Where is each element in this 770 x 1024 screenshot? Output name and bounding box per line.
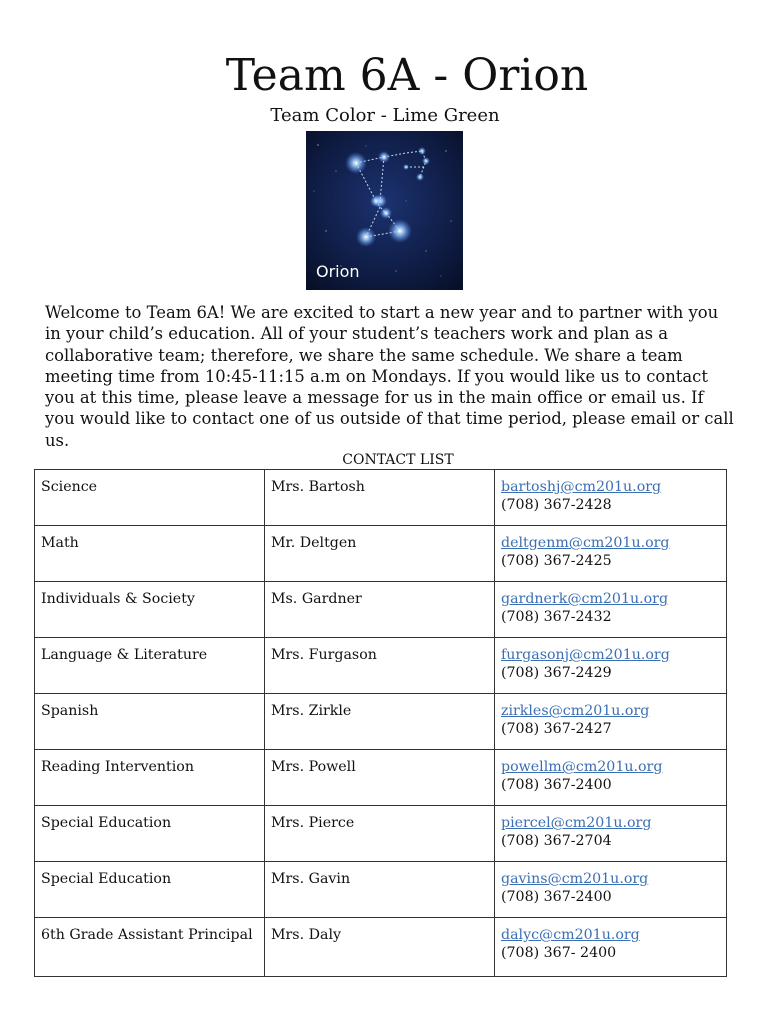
welcome-paragraph: Welcome to Team 6A! We are excited to start a new year and to partner with you in your child’s education. All of your student’s teachers work and plan as a collaborative team; therefore, we share the same schedule. We share a team meeting time from 10:45-11:15 a.m on Mondays. If you would like us to contact you at this time, please leave a message for us in the main office or email us. If you would like to contact one of us outside of that time period, please email or call us. — [45, 303, 734, 450]
email-link[interactable]: piercel@cm201u.org — [501, 815, 652, 831]
table-row — [35, 694, 727, 750]
email-link[interactable]: powellm@cm201u.org — [501, 759, 663, 775]
teacher-cell — [265, 862, 495, 918]
logo-label: Orion — [316, 262, 360, 281]
phone-number: (708) 367-2704 — [501, 833, 612, 849]
email-link[interactable]: zirkles@cm201u.org — [501, 703, 650, 719]
contact-cell — [495, 526, 727, 582]
subject-name: Science — [41, 479, 98, 495]
contact-cell — [495, 862, 727, 918]
phone-number: (708) 367-2429 — [501, 665, 612, 681]
subject-cell — [35, 638, 265, 694]
subject-name: Individuals & Society — [41, 591, 195, 607]
contact-cell — [495, 750, 727, 806]
contact-cell — [495, 806, 727, 862]
table-row — [35, 582, 727, 638]
subject-cell — [35, 582, 265, 638]
teacher-cell — [265, 582, 495, 638]
teacher-name: Mrs. Powell — [271, 759, 356, 775]
email-link[interactable]: bartoshj@cm201u.org — [501, 479, 662, 495]
email-link[interactable]: deltgenm@cm201u.org — [501, 535, 670, 551]
teacher-name: Mrs. Furgason — [271, 647, 377, 663]
table-row — [35, 750, 727, 806]
subject-cell — [35, 470, 265, 526]
subject-name: Special Education — [41, 871, 172, 887]
subject-name: Spanish — [41, 703, 99, 719]
table-row — [35, 470, 727, 526]
email-link[interactable]: dalyc@cm201u.org — [501, 927, 640, 943]
email-link[interactable]: furgasonj@cm201u.org — [501, 647, 670, 663]
contact-cell — [495, 918, 727, 977]
subject-cell — [35, 526, 265, 582]
subject-cell — [35, 918, 265, 977]
table-row — [35, 638, 727, 694]
table-row — [35, 806, 727, 862]
phone-number: (708) 367-2427 — [501, 721, 612, 737]
page-title: Team 6A - Orion — [225, 50, 589, 101]
phone-number: (708) 367-2425 — [501, 553, 612, 569]
teacher-cell — [265, 470, 495, 526]
teacher-cell — [265, 526, 495, 582]
teacher-name: Ms. Gardner — [271, 591, 362, 607]
teacher-name: Mrs. Pierce — [271, 815, 355, 831]
contact-cell — [495, 694, 727, 750]
subject-cell — [35, 806, 265, 862]
teacher-name: Mrs. Daly — [271, 927, 341, 943]
orion-constellation-image — [306, 131, 463, 290]
contact-table — [34, 469, 727, 977]
teacher-name: Mrs. Gavin — [271, 871, 351, 887]
phone-number: (708) 367- 2400 — [501, 945, 617, 961]
subject-cell — [35, 862, 265, 918]
contact-list-title: CONTACT LIST — [342, 452, 454, 468]
table-row — [35, 918, 727, 977]
teacher-name: Mrs. Bartosh — [271, 479, 365, 495]
teacher-name: Mr. Deltgen — [271, 535, 357, 551]
teacher-name: Mrs. Zirkle — [271, 703, 352, 719]
subject-name: Math — [41, 535, 79, 551]
subject-cell — [35, 750, 265, 806]
contact-cell — [495, 470, 727, 526]
teacher-cell — [265, 750, 495, 806]
table-row — [35, 862, 727, 918]
teacher-cell — [265, 694, 495, 750]
team-color-subtitle: Team Color - Lime Green — [270, 105, 500, 126]
teacher-cell — [265, 918, 495, 977]
email-link[interactable]: gardnerk@cm201u.org — [501, 591, 669, 607]
phone-number: (708) 367-2432 — [501, 609, 612, 625]
subject-name: Reading Intervention — [41, 759, 194, 775]
email-link[interactable]: gavins@cm201u.org — [501, 871, 649, 887]
phone-number: (708) 367-2428 — [501, 497, 612, 513]
subject-name: Special Education — [41, 815, 172, 831]
teacher-cell — [265, 806, 495, 862]
phone-number: (708) 367-2400 — [501, 777, 612, 793]
phone-number: (708) 367-2400 — [501, 889, 612, 905]
subject-name: 6th Grade Assistant Principal — [41, 927, 253, 943]
table-row — [35, 526, 727, 582]
subject-name: Language & Literature — [41, 647, 208, 663]
teacher-cell — [265, 638, 495, 694]
subject-cell — [35, 694, 265, 750]
contact-cell — [495, 638, 727, 694]
contact-cell — [495, 582, 727, 638]
